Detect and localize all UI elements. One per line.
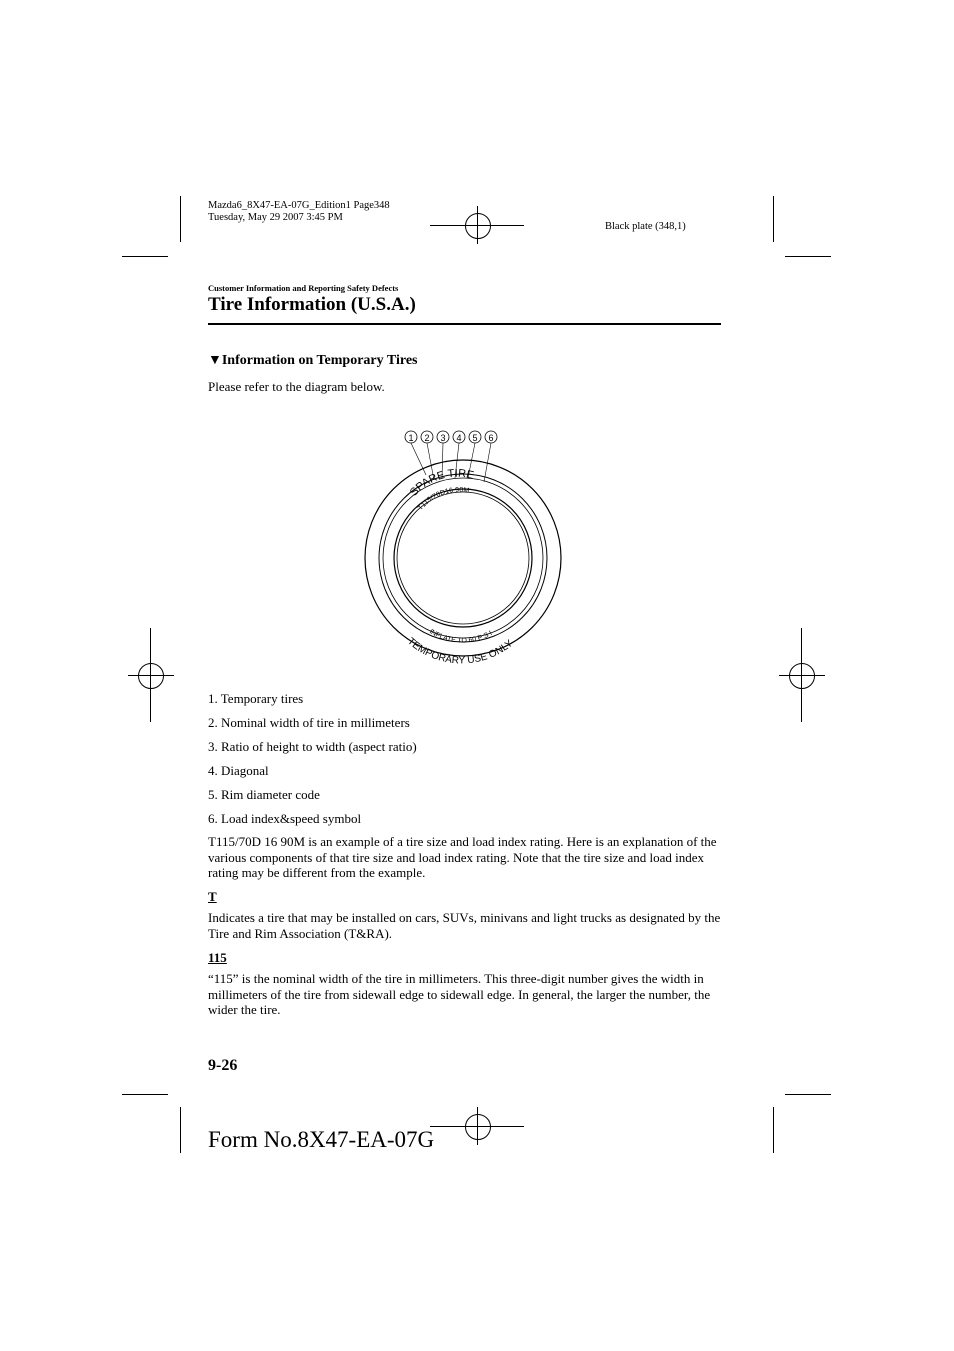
spare-tire-label: SPARE TIRE — [407, 467, 475, 499]
term-t-heading: T — [208, 889, 217, 904]
triangle-down-icon: ▼ — [208, 353, 222, 368]
svg-text:5: 5 — [472, 433, 478, 443]
list-item: 5. Rim diameter code — [208, 787, 320, 802]
page-number: 9-26 — [208, 1057, 238, 1074]
plate-label: Black plate (348,1) — [605, 221, 686, 232]
explanation-paragraph: T115/70D 16 90M is an example of a tire size and load index rating. Here is an explanation of the various components of that tire size and load index rating. Note that the tire size and load index rating may be different from the example. — [208, 834, 717, 880]
svg-text:2: 2 — [424, 433, 430, 443]
callout-2 — [421, 431, 434, 480]
tire-diagram — [350, 420, 580, 670]
tire-rim-inner — [394, 486, 532, 627]
tire-size-code: T115/70D16 90M — [417, 486, 470, 512]
intro-text: Please refer to the diagram below. — [208, 379, 385, 394]
inflate-label: INFLATE TO 60 P S I — [428, 628, 494, 645]
term-t-description: Indicates a tire that may be installed on cars, SUVs, minivans and light trucks as designated by the Tire and Rim Association (T&RA). — [208, 910, 721, 941]
list-item: 4. Diagonal — [208, 763, 269, 778]
callout-1 — [405, 431, 426, 475]
list-item: 1. Temporary tires — [208, 691, 304, 706]
term-115-heading: 115 — [208, 950, 227, 965]
list-item: 6. Load index&speed symbol — [208, 811, 362, 826]
print-file-line: Mazda6_8X47-EA-07G_Edition1 Page348 — [208, 200, 390, 211]
tire-rim-outer — [379, 474, 547, 645]
tire-rim-middle — [383, 478, 543, 638]
title-rule — [208, 323, 721, 325]
temporary-use-label: TEMPORARY USE ONLY — [405, 636, 516, 667]
svg-text:4: 4 — [456, 433, 462, 443]
section-label: Customer Information and Reporting Safety Defects — [208, 283, 399, 293]
svg-text:3: 3 — [440, 433, 446, 443]
print-date-line: Tuesday, May 29 2007 3:45 PM — [208, 212, 343, 223]
callout-6 — [484, 431, 497, 482]
svg-text:1: 1 — [408, 433, 414, 443]
subheading — [208, 353, 418, 369]
page-title: Tire Information (U.S.A.) — [208, 294, 416, 315]
term-115-description: “115” is the nominal width of the tire in millimeters. This three-digit number gives the width in millimeters of the tire from sidewall edge to sidewall edge. In general, the larger the number, the wider the tire. — [208, 971, 711, 1017]
tire-hub — [397, 492, 529, 624]
svg-text:6: 6 — [488, 433, 494, 443]
subheading-text: Information on Temporary Tires — [221, 353, 418, 368]
list-item: 3. Ratio of height to width (aspect ratio) — [208, 739, 417, 754]
list-item: 2. Nominal width of tire in millimeters — [208, 715, 410, 730]
form-number: Form No.8X47-EA-07G — [208, 1127, 435, 1152]
